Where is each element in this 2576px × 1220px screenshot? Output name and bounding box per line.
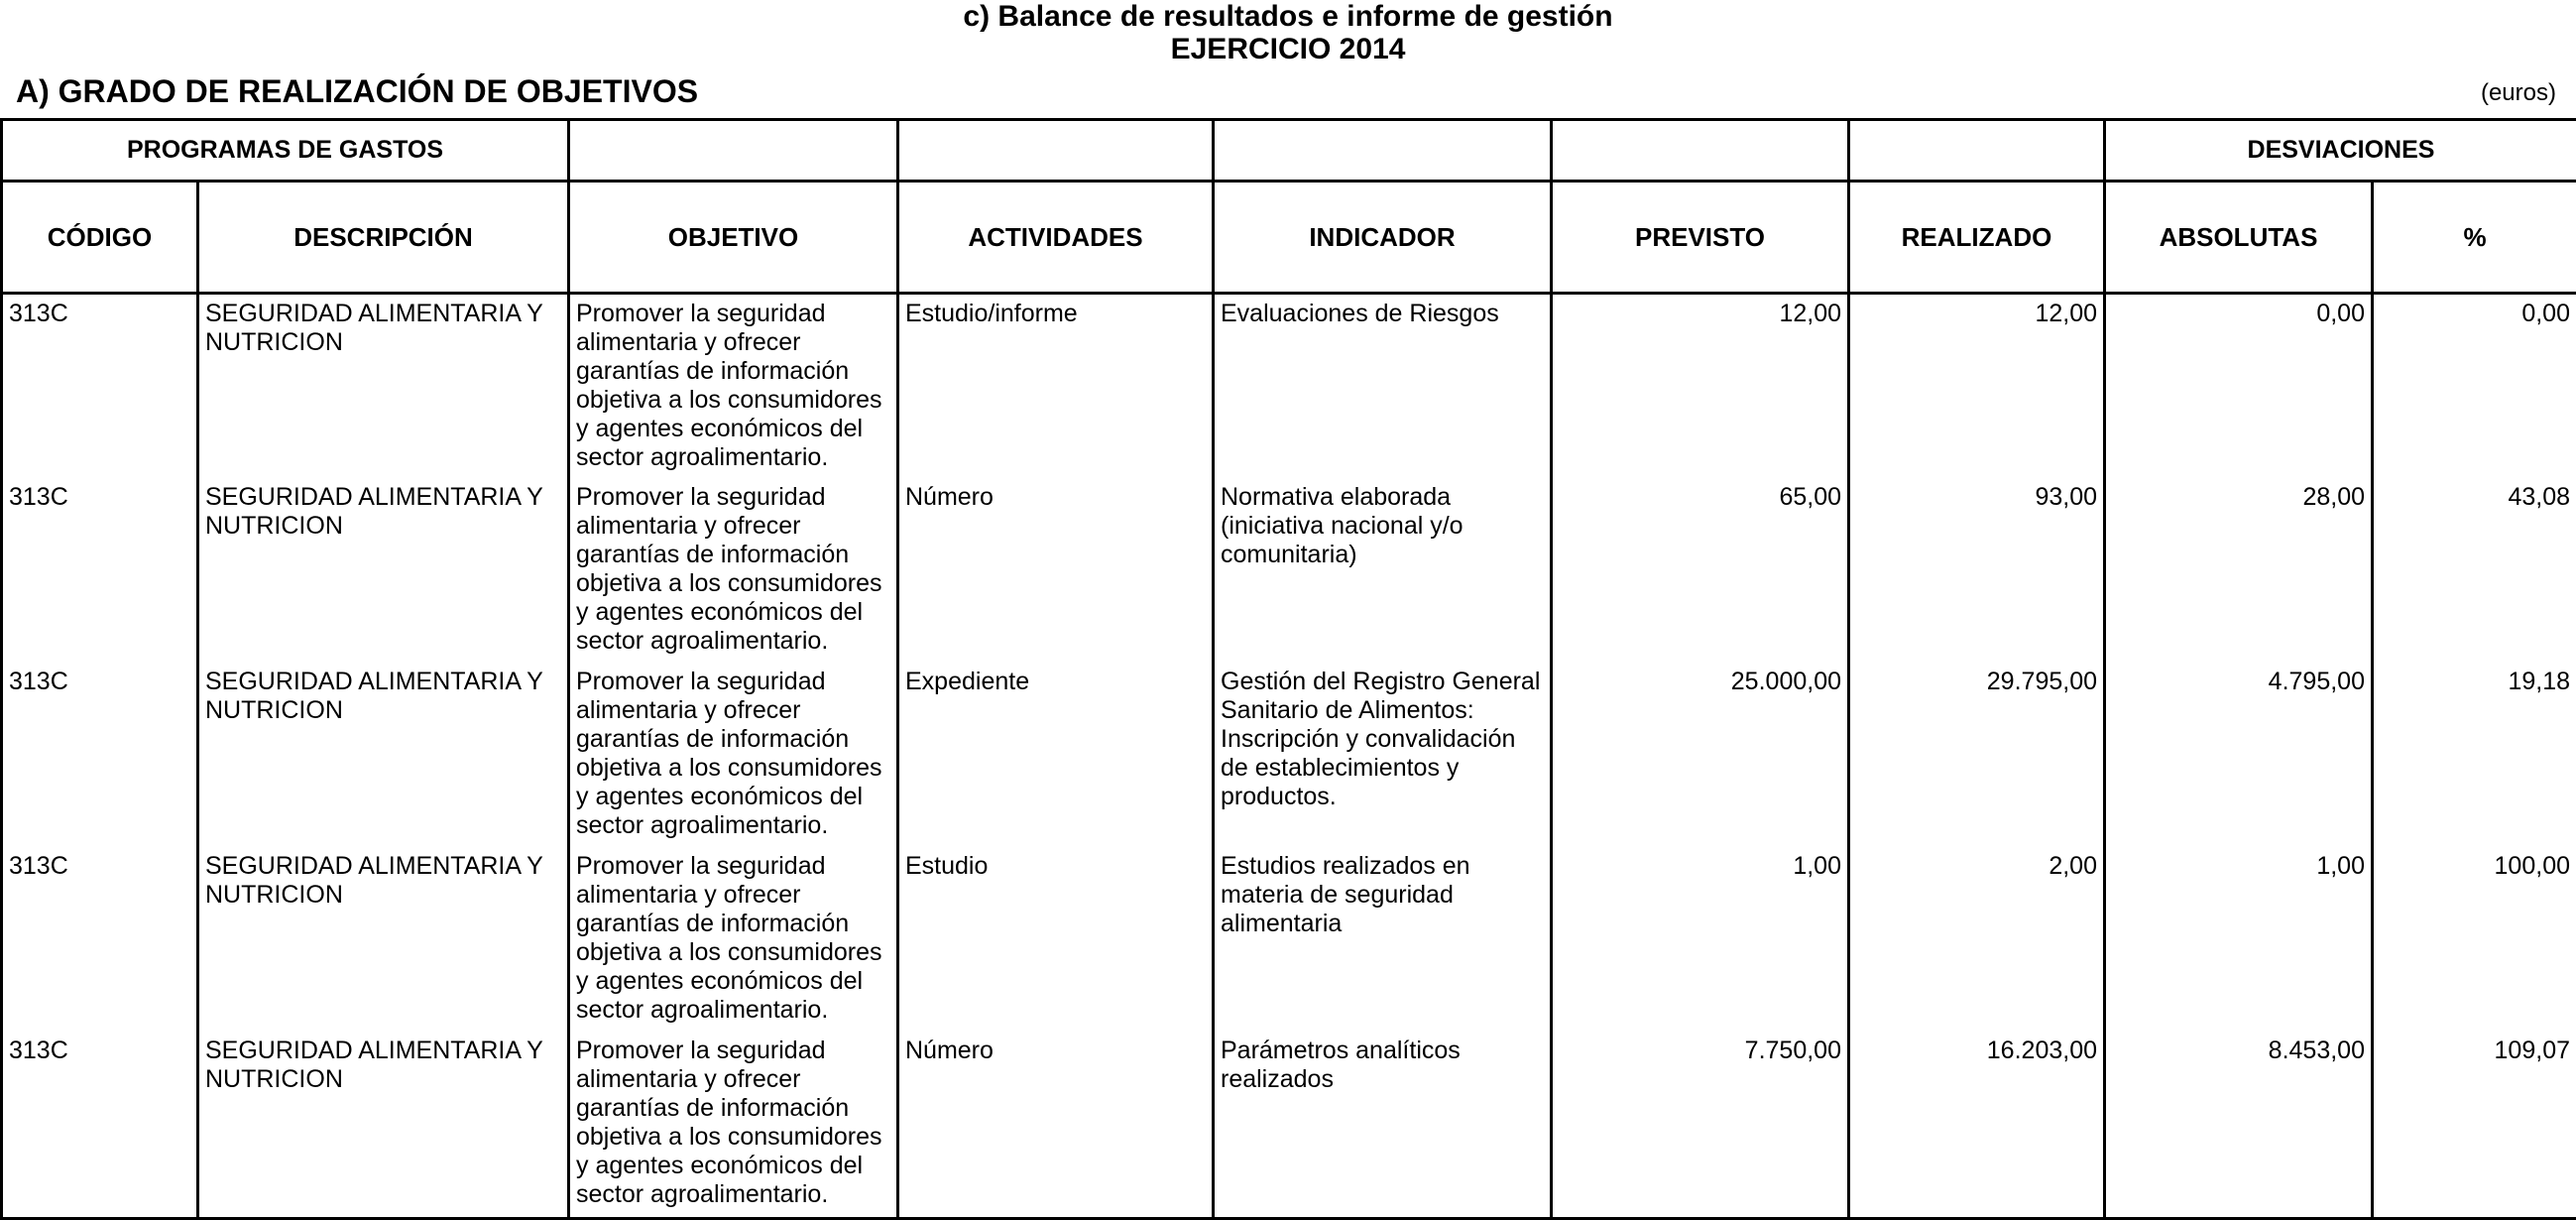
objectives-table bbox=[0, 118, 2576, 1220]
units-label: (euros) bbox=[2481, 79, 2556, 107]
cell-descripcion: SEGURIDAD ALIMENTARIA Y NUTRICION bbox=[198, 294, 569, 478]
group-header-empty bbox=[1552, 120, 1849, 182]
cell-realizado: 93,00 bbox=[1849, 478, 2105, 663]
cell-absolutas: 28,00 bbox=[2105, 478, 2373, 663]
document-subtitle-year: EJERCICIO 2014 bbox=[0, 33, 2576, 66]
column-header-indicador: INDICADOR bbox=[1214, 182, 1552, 294]
cell-realizado: 29.795,00 bbox=[1849, 663, 2105, 847]
cell-absolutas: 1,00 bbox=[2105, 847, 2373, 1032]
cell-actividades: Estudio bbox=[898, 847, 1214, 1032]
cell-codigo: 313C bbox=[2, 478, 198, 663]
cell-actividades: Expediente bbox=[898, 663, 1214, 847]
cell-pct: 100,00 bbox=[2373, 847, 2576, 1032]
cell-pct: 43,08 bbox=[2373, 478, 2576, 663]
cell-indicador: Parámetros analíticos realizados bbox=[1214, 1032, 1552, 1219]
column-header-absolutas: ABSOLUTAS bbox=[2105, 182, 2373, 294]
group-header-empty bbox=[1214, 120, 1552, 182]
cell-descripcion: SEGURIDAD ALIMENTARIA Y NUTRICION bbox=[198, 663, 569, 847]
cell-objetivo: Promover la seguridad alimentaria y ofrecer garantías de información objetiva a los consumidores y agentes económicos del sector agroalimentario. bbox=[569, 478, 898, 663]
cell-indicador: Estudios realizados en materia de seguridad alimentaria bbox=[1214, 847, 1552, 1032]
column-header-pct: % bbox=[2373, 182, 2576, 294]
column-header-codigo: CÓDIGO bbox=[2, 182, 198, 294]
cell-codigo: 313C bbox=[2, 847, 198, 1032]
cell-pct: 109,07 bbox=[2373, 1032, 2576, 1219]
group-header-empty bbox=[569, 120, 898, 182]
cell-objetivo: Promover la seguridad alimentaria y ofrecer garantías de información objetiva a los consumidores y agentes económicos del sector agroalimentario. bbox=[569, 663, 898, 847]
cell-actividades: Estudio/informe bbox=[898, 294, 1214, 478]
cell-previsto: 1,00 bbox=[1552, 847, 1849, 1032]
cell-codigo: 313C bbox=[2, 663, 198, 847]
cell-absolutas: 0,00 bbox=[2105, 294, 2373, 478]
cell-indicador: Gestión del Registro General Sanitario de Alimentos: Inscripción y convalidación de establecimientos y productos. bbox=[1214, 663, 1552, 847]
cell-descripcion: SEGURIDAD ALIMENTARIA Y NUTRICION bbox=[198, 847, 569, 1032]
cell-objetivo: Promover la seguridad alimentaria y ofrecer garantías de información objetiva a los consumidores y agentes económicos del sector agroalimentario. bbox=[569, 847, 898, 1032]
table-row bbox=[2, 847, 2576, 1032]
cell-objetivo: Promover la seguridad alimentaria y ofrecer garantías de información objetiva a los consumidores y agentes económicos del sector agroalimentario. bbox=[569, 294, 898, 478]
cell-previsto: 65,00 bbox=[1552, 478, 1849, 663]
column-header-previsto: PREVISTO bbox=[1552, 182, 1849, 294]
cell-realizado: 16.203,00 bbox=[1849, 1032, 2105, 1219]
group-header-empty bbox=[898, 120, 1214, 182]
cell-indicador: Evaluaciones de Riesgos bbox=[1214, 294, 1552, 478]
table-row bbox=[2, 478, 2576, 663]
section-title: A) GRADO DE REALIZACIÓN DE OBJETIVOS bbox=[16, 72, 698, 110]
column-header-objetivo: OBJETIVO bbox=[569, 182, 898, 294]
cell-actividades: Número bbox=[898, 1032, 1214, 1219]
cell-descripcion: SEGURIDAD ALIMENTARIA Y NUTRICION bbox=[198, 1032, 569, 1219]
group-header-row bbox=[2, 120, 2576, 182]
table-row bbox=[2, 663, 2576, 847]
cell-realizado: 12,00 bbox=[1849, 294, 2105, 478]
cell-pct: 0,00 bbox=[2373, 294, 2576, 478]
column-header-realizado: REALIZADO bbox=[1849, 182, 2105, 294]
cell-pct: 19,18 bbox=[2373, 663, 2576, 847]
column-header-descripcion: DESCRIPCIÓN bbox=[198, 182, 569, 294]
column-header-row bbox=[2, 182, 2576, 294]
cell-absolutas: 4.795,00 bbox=[2105, 663, 2373, 847]
cell-previsto: 12,00 bbox=[1552, 294, 1849, 478]
table-row bbox=[2, 294, 2576, 478]
cell-indicador: Normativa elaborada (iniciativa nacional y/o comunitaria) bbox=[1214, 478, 1552, 663]
cell-objetivo: Promover la seguridad alimentaria y ofrecer garantías de información objetiva a los consumidores y agentes económicos del sector agroalimentario. bbox=[569, 1032, 898, 1219]
cell-previsto: 25.000,00 bbox=[1552, 663, 1849, 847]
cell-realizado: 2,00 bbox=[1849, 847, 2105, 1032]
column-header-actividades: ACTIVIDADES bbox=[898, 182, 1214, 294]
cell-absolutas: 8.453,00 bbox=[2105, 1032, 2373, 1219]
group-header-desviaciones: DESVIACIONES bbox=[2105, 120, 2576, 182]
cell-previsto: 7.750,00 bbox=[1552, 1032, 1849, 1219]
cell-actividades: Número bbox=[898, 478, 1214, 663]
document-title: c) Balance de resultados e informe de gestión bbox=[0, 0, 2576, 34]
group-header-empty bbox=[1849, 120, 2105, 182]
cell-codigo: 313C bbox=[2, 294, 198, 478]
group-header-programas: PROGRAMAS DE GASTOS bbox=[2, 120, 569, 182]
cell-descripcion: SEGURIDAD ALIMENTARIA Y NUTRICION bbox=[198, 478, 569, 663]
table-row bbox=[2, 1032, 2576, 1219]
cell-codigo: 313C bbox=[2, 1032, 198, 1219]
